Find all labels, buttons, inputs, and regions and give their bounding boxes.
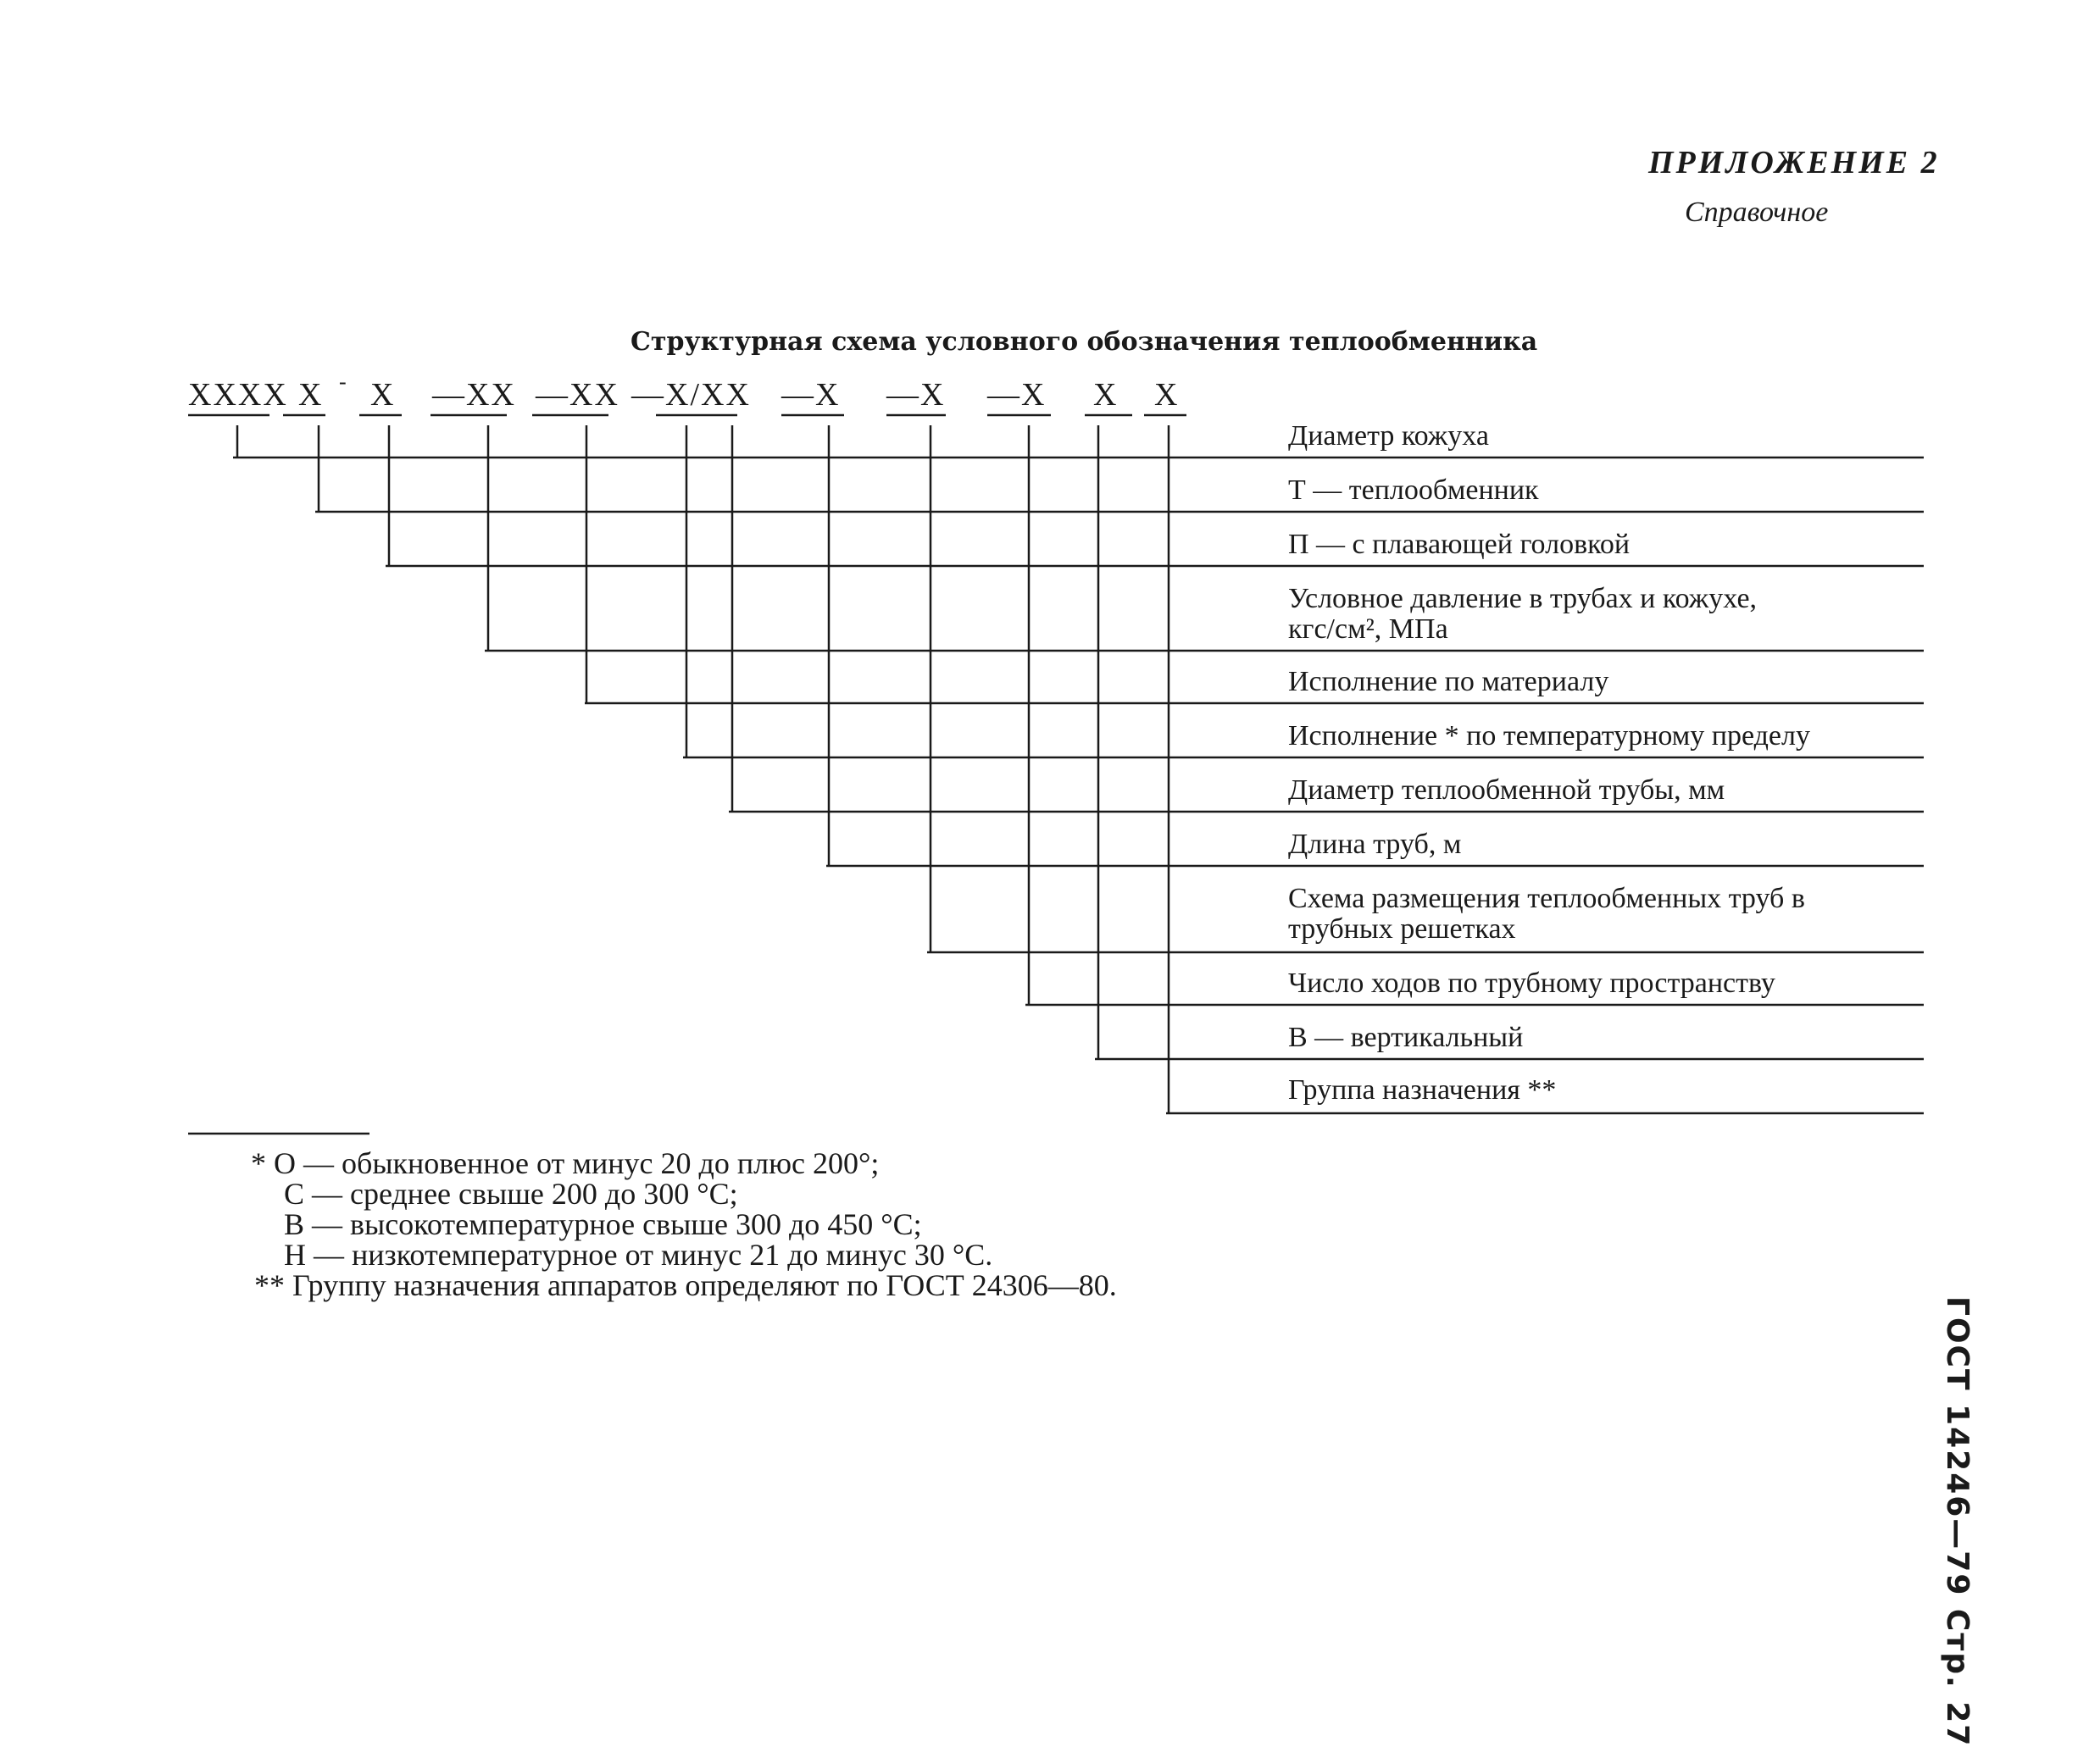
desc-floating-head: П — с плавающей головкой bbox=[1288, 529, 1631, 560]
desc-pressure-line1: Условное давление в трубах и кожухе, bbox=[1288, 583, 1758, 614]
standard-page-label: ГОСТ 14246—79 Стр. 27 bbox=[1940, 1296, 1975, 1747]
footnote-c: С — среднее свыше 200 до 300 °С; bbox=[284, 1177, 738, 1211]
code-separator: - bbox=[339, 369, 348, 394]
code-group: —X bbox=[886, 377, 946, 413]
code-group: X bbox=[370, 377, 396, 413]
desc-pressure-line2: кгс/см², МПа bbox=[1288, 613, 1448, 645]
footnote-b: В — высокотемпературное свыше 300 до 450 °С; bbox=[284, 1207, 922, 1241]
code-group: —XX bbox=[432, 377, 516, 413]
desc-purpose-group: Группа назначения ** bbox=[1288, 1074, 1557, 1106]
code-group: X bbox=[298, 377, 324, 413]
desc-vertical: В — вертикальный bbox=[1288, 1022, 1524, 1053]
desc-layout-line2: трубных решетках bbox=[1288, 913, 1516, 945]
scheme-title: Структурная схема условного обозначения теплообменника bbox=[631, 327, 1538, 357]
desc-heat-exchanger: Т — теплообменник bbox=[1288, 474, 1539, 506]
appendix-heading: ПРИЛОЖЕНИЕ 2 bbox=[1648, 145, 1940, 180]
code-group: —X/XX bbox=[631, 377, 751, 413]
code-group: —XX bbox=[536, 377, 619, 413]
footnote-h: Н — низкотемпературное от минус 21 до минус 30 °С. bbox=[284, 1238, 993, 1272]
footnote-group: ** Группу назначения аппаратов определяют по ГОСТ 24306—80. bbox=[254, 1268, 1117, 1302]
code-group: —X bbox=[781, 377, 841, 413]
desc-material: Исполнение по материалу bbox=[1288, 666, 1609, 697]
footnote-o: * О — обыкновенное от минус 20 до плюс 200°; bbox=[251, 1146, 880, 1180]
code-group: X bbox=[1154, 377, 1180, 413]
desc-tube-length: Длина труб, м bbox=[1288, 829, 1462, 860]
desc-layout-line1: Схема размещения теплообменных труб в bbox=[1288, 883, 1805, 914]
code-group: —X bbox=[987, 377, 1047, 413]
desc-temperature: Исполнение * по температурному пределу bbox=[1288, 720, 1810, 751]
desc-shell-diameter: Диаметр кожуха bbox=[1288, 420, 1489, 452]
appendix-subtitle: Справочное bbox=[1685, 197, 1829, 228]
code-group: X bbox=[1093, 377, 1119, 413]
desc-tube-diameter: Диаметр теплообменной трубы, мм bbox=[1288, 774, 1725, 806]
code-group: XXXX bbox=[188, 377, 288, 413]
desc-passes: Число ходов по трубному пространству bbox=[1288, 968, 1775, 999]
